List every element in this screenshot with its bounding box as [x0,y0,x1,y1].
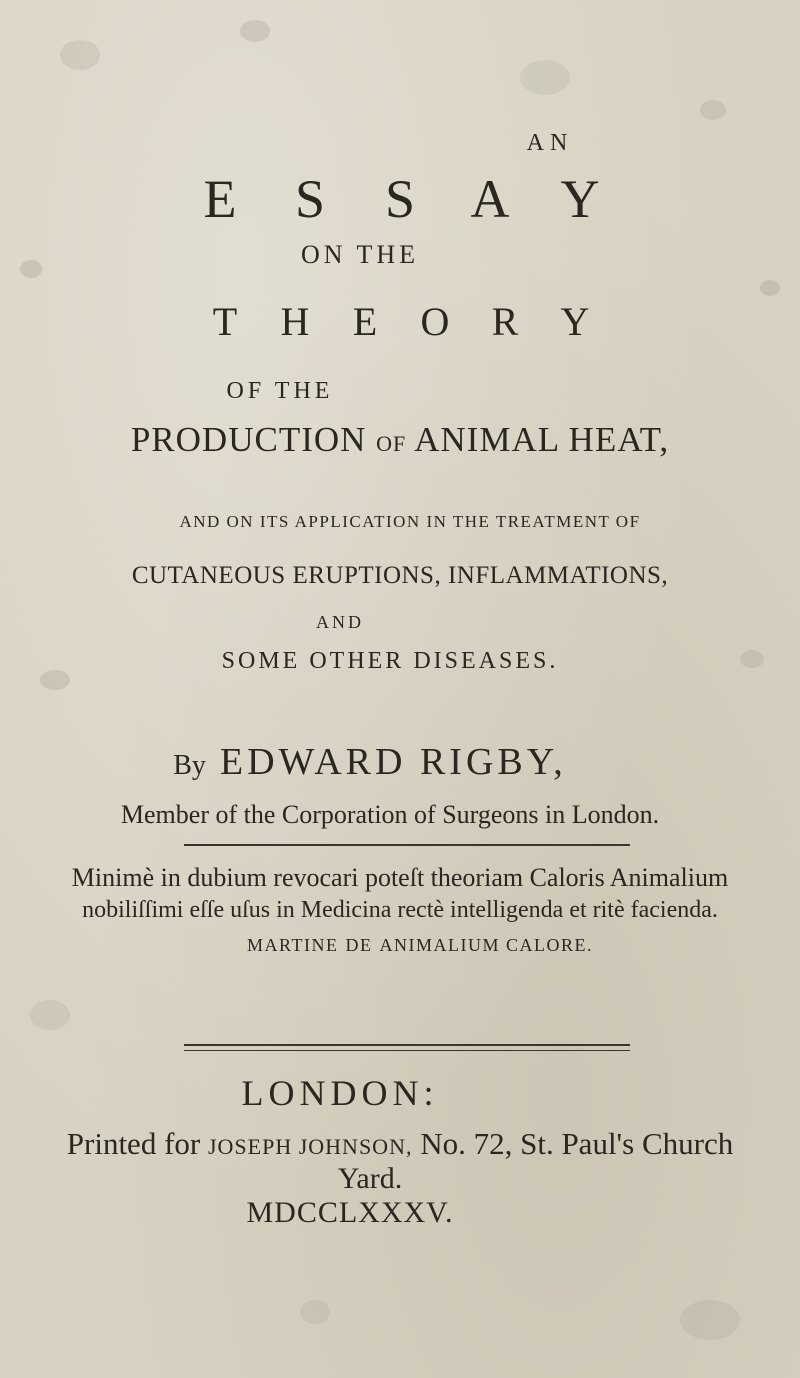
title-production [0,420,800,460]
title-production-word: PRODUCTION [130,420,367,459]
author-name: EDWARD RIGBY, [219,741,567,783]
title-cutaneous-line: CUTANEOUS ERUPTIONS, INFLAMMATIONS, [131,562,669,589]
title-essay-letter: Y [560,169,600,229]
epigraph-source [20,931,800,958]
title-theory-letter: Y [560,299,590,344]
title-theory-letter: E [352,299,378,344]
foxing-speck [760,280,780,296]
title-essay-letter: E [203,169,237,229]
title-essay-letter: S [384,169,416,229]
foxing-speck [60,40,100,70]
title-and: AND [316,612,364,632]
foxing-speck [680,1300,740,1340]
title-production-of: OF [376,431,407,456]
title-an: AN [526,130,574,156]
title-theory-letter: H [280,299,310,344]
imprint-yard: Yard. [337,1162,403,1195]
imprint-publisher: JOSEPH JOHNSON, [207,1134,413,1159]
title-on-the: ON THE [300,240,420,269]
title-essay-letter: A [470,169,510,229]
title-of-the: OF THE [226,378,334,404]
foxing-speck [30,1000,70,1030]
imprint-printed-for: Printed for [66,1126,201,1161]
foxing-speck [700,100,726,120]
epigraph-line-2: nobiliſſimi eſſe uſus in Medicina rectè intelligenda et ritè facienda. [82,897,718,923]
imprint-address: No. 72, St. Paul's Church [420,1126,734,1161]
imprint-printed-line [0,1126,800,1162]
divider-rule [184,1044,630,1046]
title-animal-heat: ANIMAL HEAT, [414,420,670,459]
foxing-speck [520,60,570,95]
title-essay [0,168,800,230]
epigraph-line-1: Minimè in dubium revocari poteſt theoriam Caloris Animalium [71,863,729,892]
epigraph-author: MARTINE [247,935,339,955]
title-theory-letter: R [491,299,519,344]
title-theory-letter: T [212,299,238,344]
epigraph-de: DE [345,935,373,955]
author-title: Member of the Corporation of Surgeons in London. [120,800,660,829]
foxing-speck [240,20,270,42]
author-line [0,740,770,784]
imprint-city: LONDON: [241,1073,439,1113]
title-essay-letter: S [294,169,326,229]
divider-rule [184,1050,630,1051]
epigraph-work: ANIMALIUM CALORE. [379,935,593,955]
title-theory [0,298,800,345]
divider-rule [184,844,630,846]
title-theory-letter: O [420,299,450,344]
title-application-line: AND ON ITS APPLICATION IN THE TREATMENT OF [179,512,641,531]
author-by: By [173,750,206,781]
imprint-date: MDCCLXXXV. [246,1196,454,1229]
title-some-other-diseases: SOME OTHER DISEASES. [221,648,559,674]
foxing-speck [300,1300,330,1324]
